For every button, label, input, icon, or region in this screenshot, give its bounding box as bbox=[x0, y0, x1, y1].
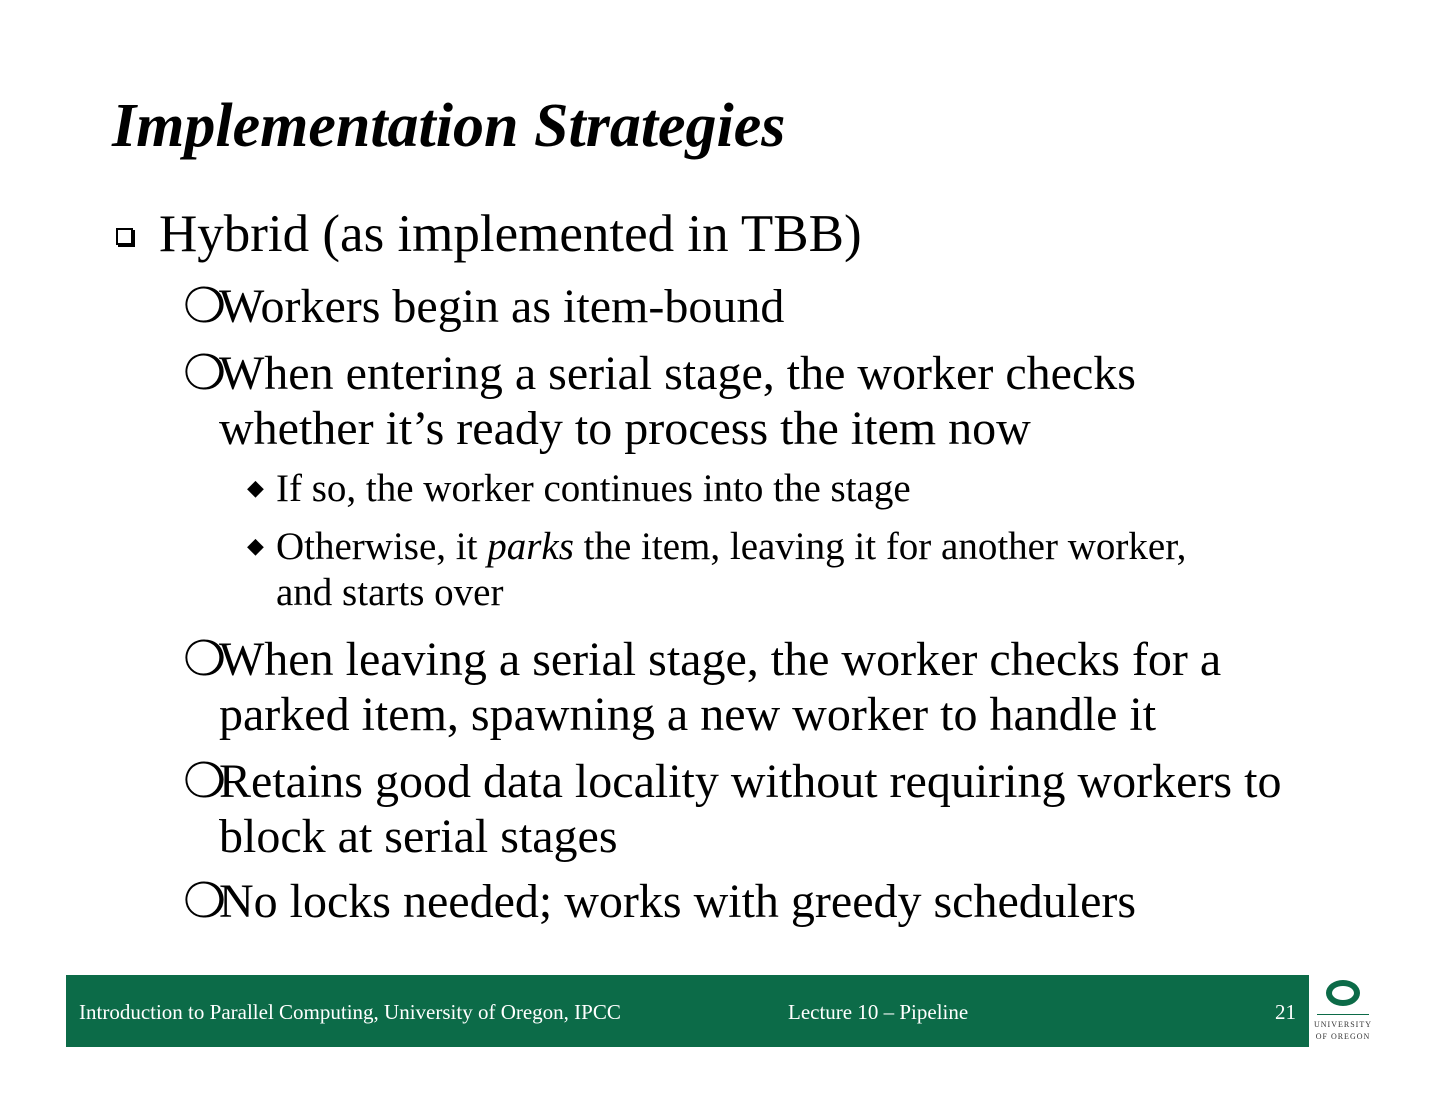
subpoint-continue: ◆ If so, the worker continues into the stage bbox=[247, 467, 911, 510]
footer-course: Introduction to Parallel Computing, University of Oregon, IPCC bbox=[79, 1000, 621, 1024]
main-bullet bbox=[116, 203, 862, 267]
diamond-bullet-icon: ◆ bbox=[247, 475, 264, 500]
circle-bullet-icon: ❍ bbox=[183, 633, 227, 686]
point-data-locality: ❍Retains good data locality without requiring workers to block at serial stages bbox=[183, 755, 1282, 863]
logo-of-oregon: OF OREGON bbox=[1315, 1032, 1371, 1041]
logo-university: UNIVERSITY bbox=[1314, 1020, 1372, 1029]
point-workers-begin: ❍Workers begin as item-bound bbox=[183, 280, 785, 333]
slide-title: Implementation Strategies bbox=[112, 92, 786, 160]
point-no-locks: ❍No locks needed; works with greedy schedulers bbox=[183, 875, 1137, 928]
checkbox-bullet-icon bbox=[116, 228, 133, 245]
diamond-bullet-icon: ◆ bbox=[247, 533, 264, 558]
point-entering-serial: ❍When entering a serial stage, the worker checks whether it’s ready to process the item now bbox=[183, 347, 1136, 455]
circle-bullet-icon: ❍ bbox=[183, 875, 227, 928]
circle-bullet-icon: ❍ bbox=[183, 280, 227, 333]
main-bullet-text: Hybrid (as implemented in TBB) bbox=[159, 205, 862, 263]
circle-bullet-icon: ❍ bbox=[183, 347, 227, 400]
point-leaving-serial: ❍When leaving a serial stage, the worker checks for a parked item, spawning a new worker to handle it bbox=[183, 633, 1222, 741]
circle-bullet-icon: ❍ bbox=[183, 755, 227, 808]
university-logo bbox=[1312, 975, 1374, 1047]
footer-lecture: Lecture 10 – Pipeline bbox=[788, 1000, 969, 1024]
footer-bar bbox=[66, 975, 1309, 1047]
subpoint-parks: ◆ Otherwise, it parks the item, leaving it for another worker, and starts over bbox=[247, 525, 1187, 614]
o-logo-icon bbox=[1326, 980, 1360, 1006]
footer-page-number: 21 bbox=[1275, 1000, 1296, 1024]
